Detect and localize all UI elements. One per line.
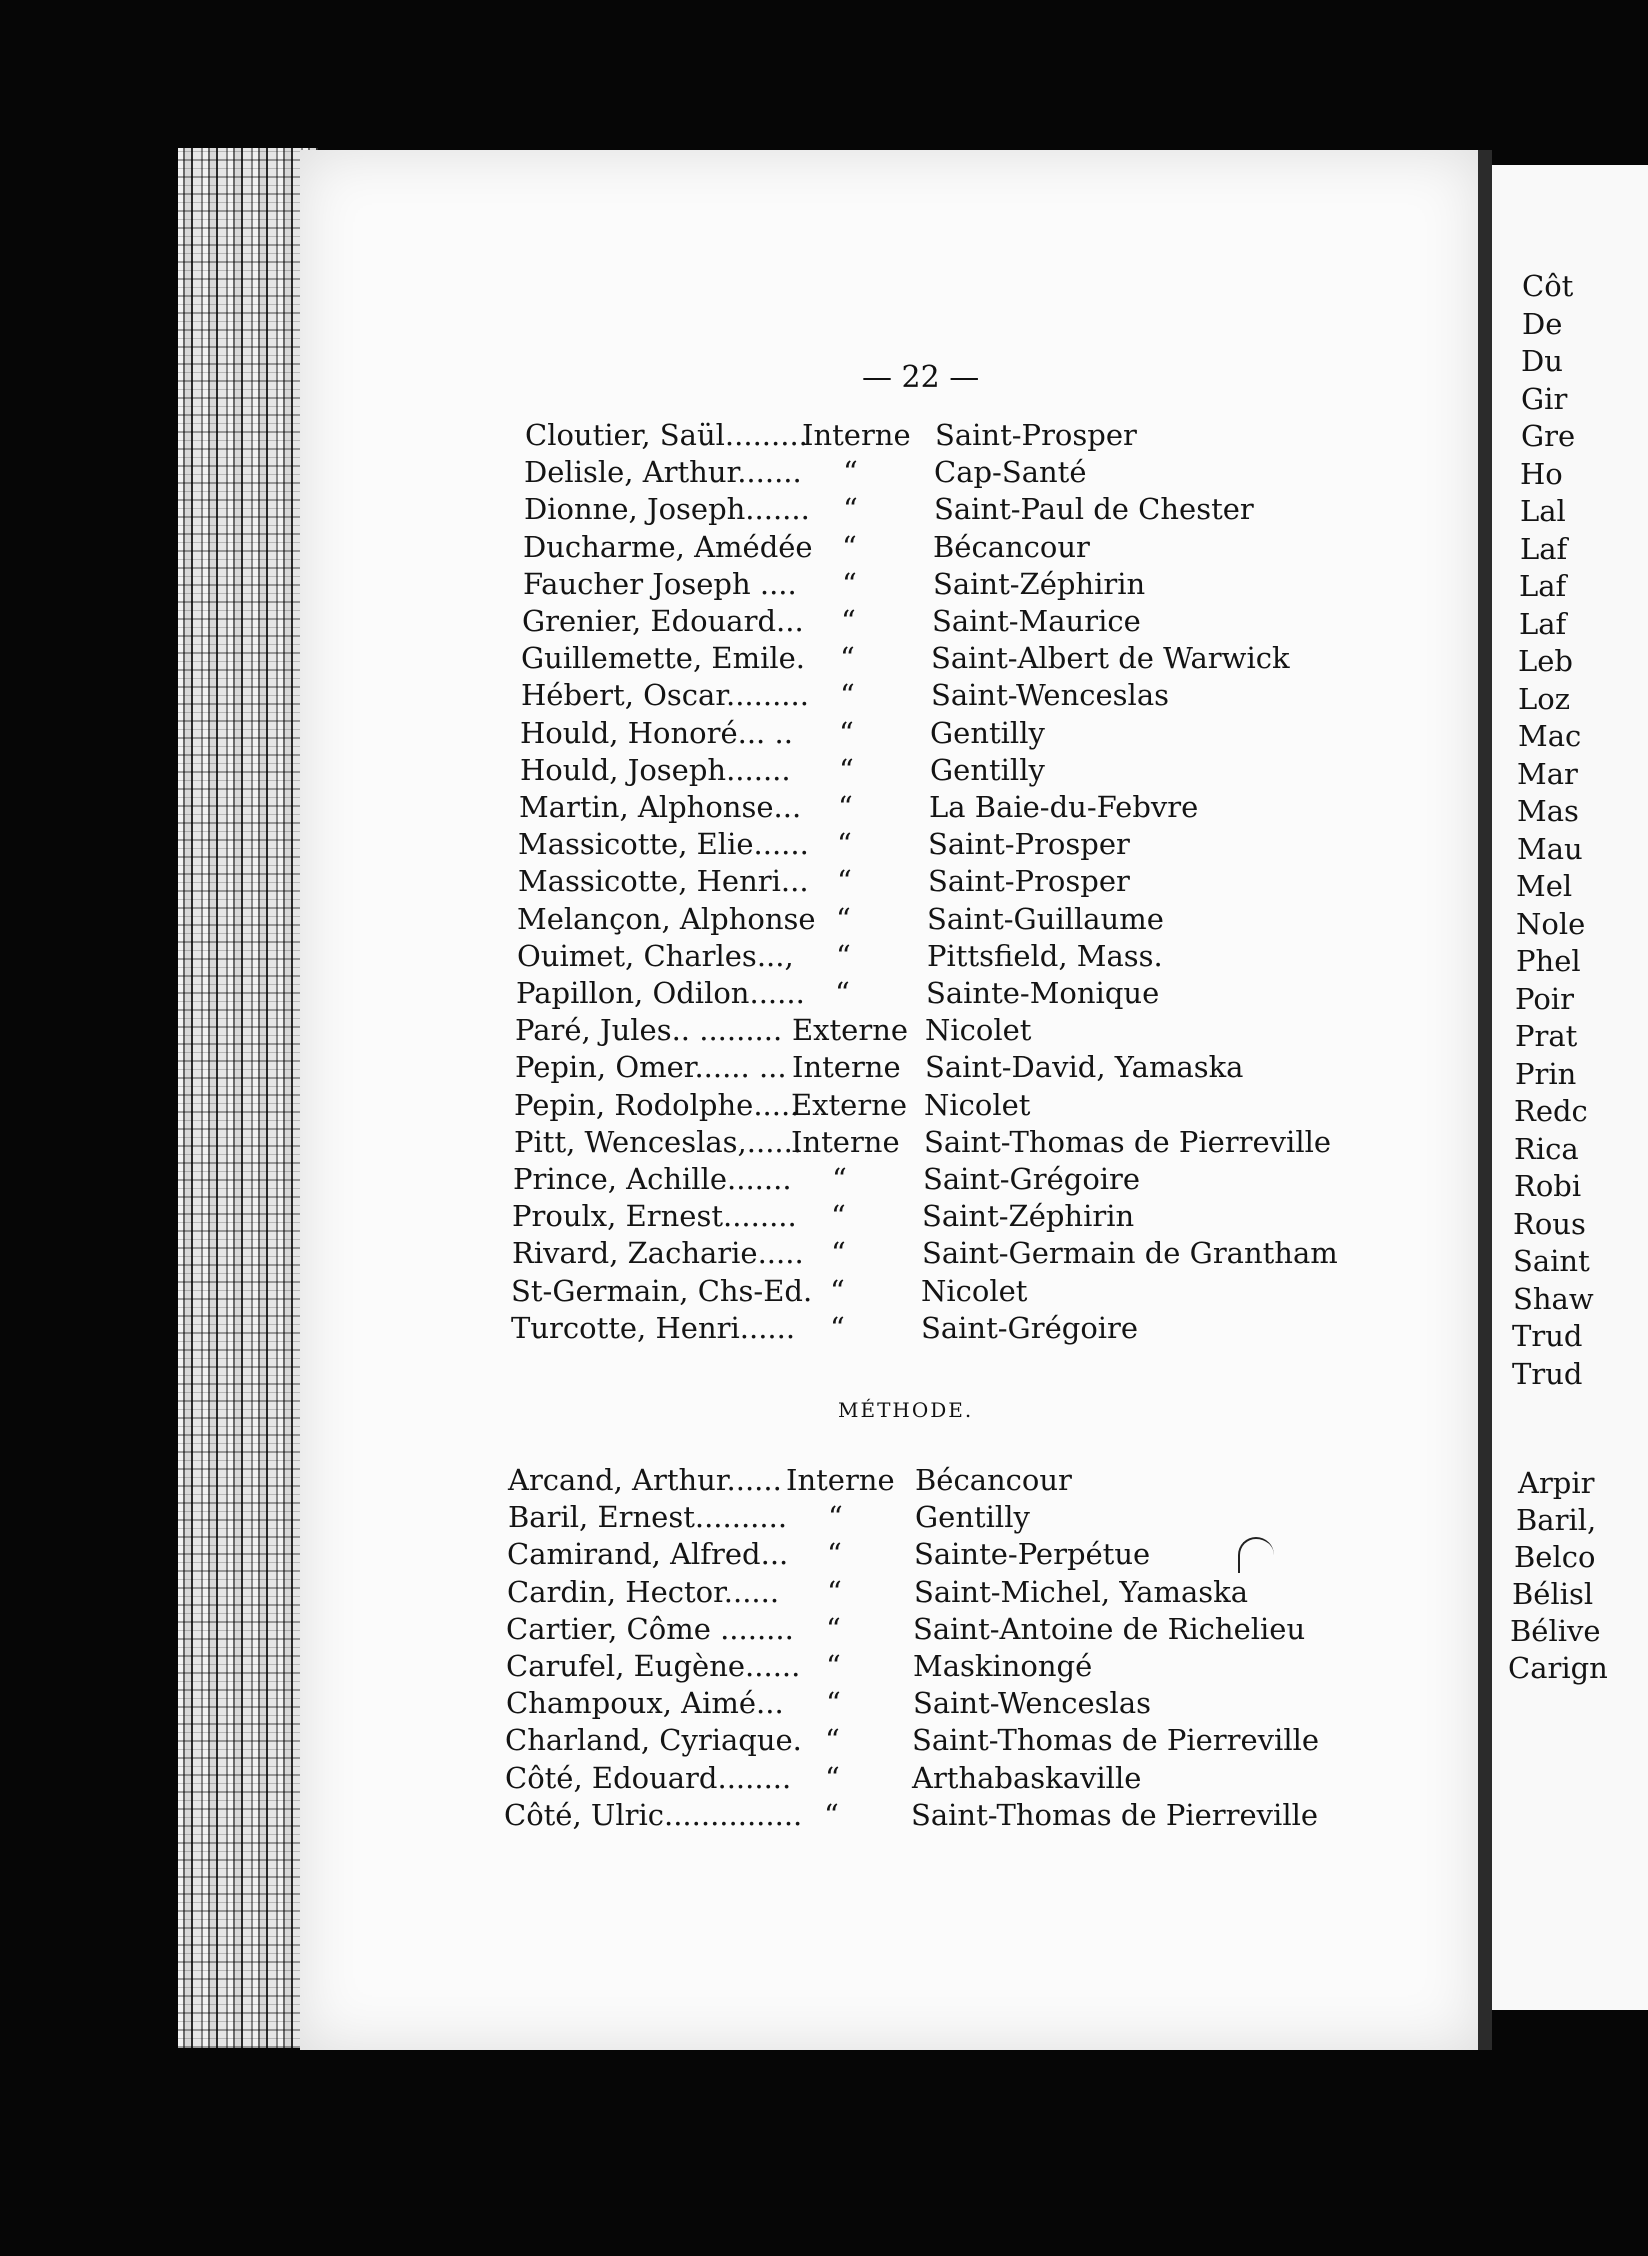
facing-page-text: Bélive — [1510, 1614, 1601, 1648]
home-parish: Saint-Antoine de Richelieu — [913, 1611, 1306, 1646]
student-name: Dionne, Joseph....... — [524, 492, 810, 527]
boarding-status: “ — [826, 1686, 841, 1721]
facing-page-text: Shaw — [1513, 1281, 1594, 1316]
facing-page-text: Ho — [1520, 456, 1563, 491]
facing-page-text: Prat — [1515, 1019, 1578, 1053]
student-name: Guillemette, Emile. — [521, 641, 805, 676]
facing-page-text: Redc — [1514, 1094, 1588, 1128]
boarding-status: “ — [831, 1236, 846, 1271]
boarding-status: Interne — [791, 1124, 900, 1159]
home-parish: Saint-Zéphirin — [922, 1199, 1135, 1234]
student-name: Ouimet, Charles..., — [517, 938, 794, 973]
home-parish: Maskinongé — [913, 1649, 1093, 1683]
page-number: — 22 — — [862, 360, 980, 395]
facing-page-text: Prin — [1515, 1056, 1577, 1091]
student-name: Faucher Joseph .... — [523, 566, 797, 601]
student-name: Côté, Ulric............... — [504, 1797, 803, 1832]
home-parish: Saint-Thomas de Pierreville — [911, 1797, 1319, 1832]
student-name: Melançon, Alphonse — [517, 901, 816, 936]
facing-page-text: Trud — [1512, 1356, 1583, 1391]
home-parish: Saint-Thomas de Pierreville — [924, 1124, 1332, 1159]
boarding-status: “ — [840, 641, 855, 676]
student-name: Martin, Alphonse... — [519, 790, 802, 824]
facing-page-text: Laf — [1520, 531, 1568, 566]
boarding-status: “ — [831, 1199, 846, 1234]
gutter-shadow — [1478, 150, 1492, 2050]
facing-page-text: Nole — [1516, 906, 1586, 941]
facing-page-text: Laf — [1519, 569, 1567, 603]
section-heading: MÉTHODE. — [838, 1398, 974, 1422]
student-name: Ducharme, Amédée — [523, 529, 813, 564]
student-name: Massicotte, Elie...... — [518, 827, 809, 862]
facing-page-text: Trud — [1512, 1319, 1583, 1353]
facing-page-text: Gir — [1521, 381, 1568, 416]
student-name: Charland, Cyriaque. — [505, 1723, 802, 1758]
home-parish: La Baie-du-Febvre — [929, 790, 1199, 824]
home-parish: Gentilly — [930, 715, 1045, 750]
facing-page-text: Mac — [1518, 719, 1582, 753]
home-parish: Saint-Grégoire — [923, 1162, 1141, 1196]
boarding-status: “ — [840, 678, 855, 713]
boarding-status: “ — [843, 492, 858, 527]
boarding-status: Externe — [791, 1087, 908, 1122]
facing-page-text: Carign — [1508, 1651, 1608, 1685]
student-name: Carufel, Eugène...... — [506, 1649, 801, 1683]
student-name: Hould, Joseph....... — [520, 752, 791, 787]
boarding-status: “ — [839, 715, 854, 750]
student-name: Massicotte, Henri... — [518, 864, 809, 899]
student-name: Cloutier, Saül......... — [525, 418, 808, 452]
home-parish: Nicolet — [925, 1013, 1032, 1048]
home-parish: Sainte-Monique — [926, 976, 1160, 1010]
boarding-status: “ — [835, 976, 850, 1010]
boarding-status: “ — [827, 1537, 842, 1572]
home-parish: Sainte-Perpétue — [914, 1537, 1151, 1572]
home-parish: Nicolet — [921, 1273, 1028, 1308]
student-name: Delisle, Arthur....... — [524, 455, 802, 490]
boarding-status: Interne — [786, 1463, 895, 1497]
home-parish: Saint-Albert de Warwick — [931, 641, 1290, 676]
boarding-status: “ — [825, 1760, 840, 1795]
facing-page-text: Côt — [1522, 269, 1574, 303]
facing-page-text: Mau — [1517, 831, 1583, 866]
facing-page-text: Robi — [1514, 1169, 1582, 1203]
home-parish: Nicolet — [924, 1087, 1031, 1122]
home-parish: Pittsfield, Mass. — [927, 938, 1163, 973]
boarding-status: “ — [828, 1500, 843, 1535]
facing-page-text: Laf — [1519, 606, 1567, 641]
boarding-status: “ — [841, 604, 856, 638]
student-name: Turcotte, Henri...... — [511, 1310, 796, 1345]
boarding-status: “ — [830, 1310, 845, 1345]
facing-page-text: Saint — [1513, 1244, 1590, 1278]
home-parish: Bécancour — [933, 529, 1090, 564]
student-name: St-Germain, Chs-Ed. — [511, 1273, 813, 1308]
facing-page-text: Belco — [1514, 1540, 1596, 1574]
boarding-status: “ — [827, 1574, 842, 1609]
home-parish: Saint-Prosper — [928, 827, 1130, 862]
student-name: Pepin, Rodolphe..... — [514, 1087, 800, 1122]
facing-page-text: Loz — [1518, 681, 1570, 716]
home-parish: Gentilly — [930, 752, 1045, 787]
facing-page-text: Bélisl — [1512, 1577, 1594, 1611]
facing-page-text: Phel — [1516, 944, 1581, 978]
home-parish: Saint-Prosper — [935, 418, 1137, 452]
facing-page-text: Poir — [1515, 981, 1574, 1016]
facing-page-text: Gre — [1521, 419, 1576, 453]
student-name: Hould, Honoré... .. — [520, 715, 793, 750]
student-name: Prince, Achille....... — [513, 1162, 792, 1196]
boarding-status: “ — [825, 1723, 840, 1758]
facing-page-text: Lal — [1520, 494, 1566, 528]
facing-page-text: Rica — [1514, 1131, 1579, 1166]
student-name: Papillon, Odilon...... — [516, 976, 805, 1010]
facing-page-fragment — [1492, 165, 1648, 2010]
home-parish: Saint-Germain de Grantham — [922, 1236, 1338, 1271]
home-parish: Arthabaskaville — [912, 1760, 1142, 1795]
boarding-status: “ — [832, 1162, 847, 1196]
student-name: Cartier, Côme ........ — [506, 1611, 794, 1646]
home-parish: Saint-Thomas de Pierreville — [912, 1723, 1320, 1758]
home-parish: Saint-Maurice — [932, 604, 1141, 638]
home-parish: Saint-Grégoire — [921, 1310, 1139, 1345]
student-name: Arcand, Arthur...... — [508, 1463, 782, 1497]
boarding-status: “ — [836, 938, 851, 973]
boarding-status: “ — [843, 455, 858, 490]
home-parish: Gentilly — [915, 1500, 1030, 1535]
boarding-status: “ — [837, 827, 852, 862]
boarding-status: Interne — [802, 418, 911, 452]
student-name: Paré, Jules.. ......... — [515, 1013, 783, 1048]
home-parish: Saint-Wenceslas — [913, 1686, 1151, 1721]
boarding-status: “ — [838, 790, 853, 824]
book-spine-edge — [178, 148, 318, 2048]
home-parish: Saint-Zéphirin — [933, 566, 1146, 601]
boarding-status: “ — [842, 529, 857, 564]
student-name: Champoux, Aimé... — [506, 1686, 784, 1721]
home-parish: Cap-Santé — [934, 455, 1087, 490]
boarding-status: Interne — [792, 1050, 901, 1085]
student-name: Côté, Edouard........ — [505, 1760, 792, 1795]
student-name: Hébert, Oscar......... — [521, 678, 809, 713]
facing-page-text: Du — [1521, 344, 1563, 378]
home-parish: Saint-Paul de Chester — [934, 492, 1254, 527]
student-name: Pepin, Omer...... ... — [515, 1050, 787, 1085]
student-name: Pitt, Wenceslas,...... — [514, 1124, 803, 1159]
student-name: Camirand, Alfred... — [507, 1537, 789, 1572]
boarding-status: “ — [842, 566, 857, 601]
home-parish: Saint-Michel, Yamaska — [914, 1574, 1249, 1609]
boarding-status: “ — [824, 1797, 839, 1832]
boarding-status: “ — [837, 864, 852, 899]
student-name: Cardin, Hector...... — [507, 1574, 780, 1609]
facing-page-text: De — [1522, 306, 1563, 341]
spine-texture — [178, 148, 318, 2048]
pencil-mark — [1238, 1537, 1274, 1573]
home-parish: Bécancour — [915, 1463, 1072, 1497]
boarding-status: “ — [826, 1611, 841, 1646]
facing-page-text: Mas — [1517, 794, 1579, 828]
facing-page-text: Baril, — [1516, 1503, 1597, 1537]
home-parish: Saint-Guillaume — [927, 901, 1164, 936]
facing-page-text: Mel — [1516, 869, 1573, 903]
home-parish: Saint-David, Yamaska — [925, 1050, 1244, 1085]
home-parish: Saint-Wenceslas — [931, 678, 1169, 713]
boarding-status: “ — [826, 1649, 841, 1683]
student-name: Grenier, Edouard... — [522, 604, 804, 638]
student-name: Proulx, Ernest........ — [512, 1199, 797, 1234]
facing-page-text: Arpir — [1518, 1466, 1595, 1500]
facing-page-text: Leb — [1518, 644, 1573, 678]
boarding-status: “ — [836, 901, 851, 936]
facing-page-text: Rous — [1513, 1206, 1586, 1241]
student-name: Baril, Ernest.......... — [508, 1500, 788, 1535]
boarding-status: Externe — [792, 1013, 909, 1048]
facing-page-text: Mar — [1517, 756, 1578, 791]
boarding-status: “ — [830, 1273, 845, 1308]
boarding-status: “ — [839, 752, 854, 787]
student-name: Rivard, Zacharie..... — [512, 1236, 804, 1271]
home-parish: Saint-Prosper — [928, 864, 1130, 899]
